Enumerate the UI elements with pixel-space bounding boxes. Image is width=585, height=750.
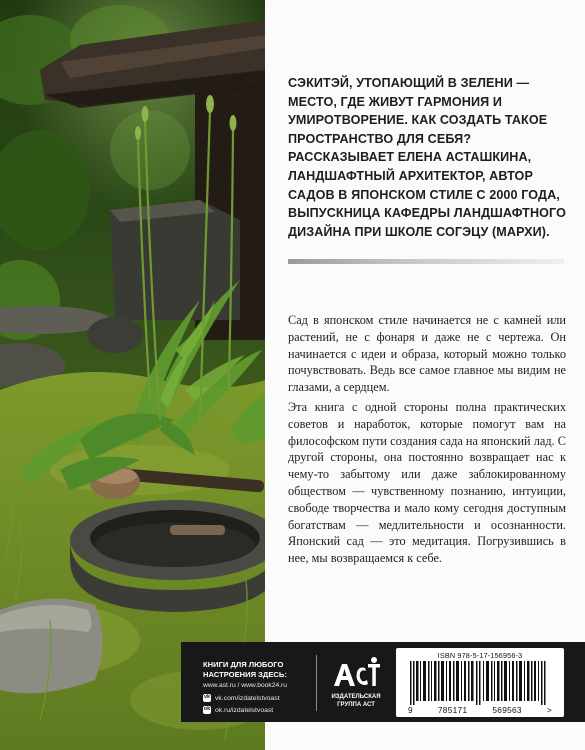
barcode-digits: [408, 705, 552, 715]
barcode-digit-group: 785171: [437, 705, 468, 715]
barcode-digit-group: 9: [408, 705, 413, 715]
gradient-divider: [288, 259, 564, 264]
body-paragraph-1: Сад в японском стиле начинается не с камней или растений, не с фонаря и даже не с чертежа. Он начинается с идеи и образа, который можно только почувствовать. Ведь все самое главное мы видим не глазами, а сердцем.: [288, 313, 566, 395]
barcode-digit-group: >: [546, 705, 552, 715]
promo-title: КНИГИ ДЛЯ ЛЮБОГО НАСТРОЕНИЯ ЗДЕСЬ:: [203, 660, 287, 679]
vk-link-text: vk.com/izdatelstvoast: [215, 694, 280, 702]
barcode-panel: [396, 648, 564, 717]
ok-icon: ok: [203, 706, 211, 713]
band-separator: [316, 655, 317, 711]
barcode-digit-group: 569563: [492, 705, 522, 715]
publisher-caption: ИЗДАТЕЛЬСКАЯ ГРУППА АСТ: [331, 694, 381, 708]
isbn-text: ISBN 978-5-17-156956-3: [437, 651, 523, 660]
headline-text: СЭКИТЭЙ, УТОПАЮЩИЙ В ЗЕЛЕНИ — МЕСТО, ГДЕ ЖИВУТ ГАРМОНИЯ И УМИРОТВОРЕНИЕ. КАК СОЗДАТЬ ТАКОЕ ПРОСТРАНСТВО ДЛЯ СЕБЯ? РАССКАЗЫВАЕТ ЕЛЕНА АСТАШКИНА, ЛАНДШАФТНЫЙ АРХИТЕКТОР, АВТОР САДОВ В ЯПОНСКОМ СТИЛЕ С 2000 ГОДА, ВЫПУСКНИЦА КАФЕДРЫ ЛАНДШАФТНОГО ДИЗАЙНА ПРИ ШКОЛЕ СОГЭЦУ (МАРХИ).: [288, 76, 567, 239]
body-paragraph-2: Эта книга с одной стороны полна практических советов и наработок, которые помогут вам на философском пути создания сада на японский лад. С другой стороны, она постоянно возвращает нас к чему-то забытому или даже заблокированному обществом — чувственному познанию, интуиции, свободе творчества и мало кому сегодня доступным богатствам — медлительности и осознанности. Японский сад — это медитация. Погрузившись в нее, мы возвращаемся к себе.: [288, 400, 566, 566]
vk-icon: vk: [203, 694, 211, 701]
ok-link-text: ok.ru/izdatelstvoast: [215, 706, 274, 714]
barcode-bars: [410, 661, 550, 705]
promo-websites: www.ast.ru / www.book24.ru: [203, 682, 287, 689]
vk-link: [203, 693, 313, 703]
ast-logo-icon: [332, 656, 380, 690]
garden-photo: [0, 0, 265, 750]
garden-photo-illustration: [0, 0, 265, 750]
ok-link: [203, 705, 313, 715]
